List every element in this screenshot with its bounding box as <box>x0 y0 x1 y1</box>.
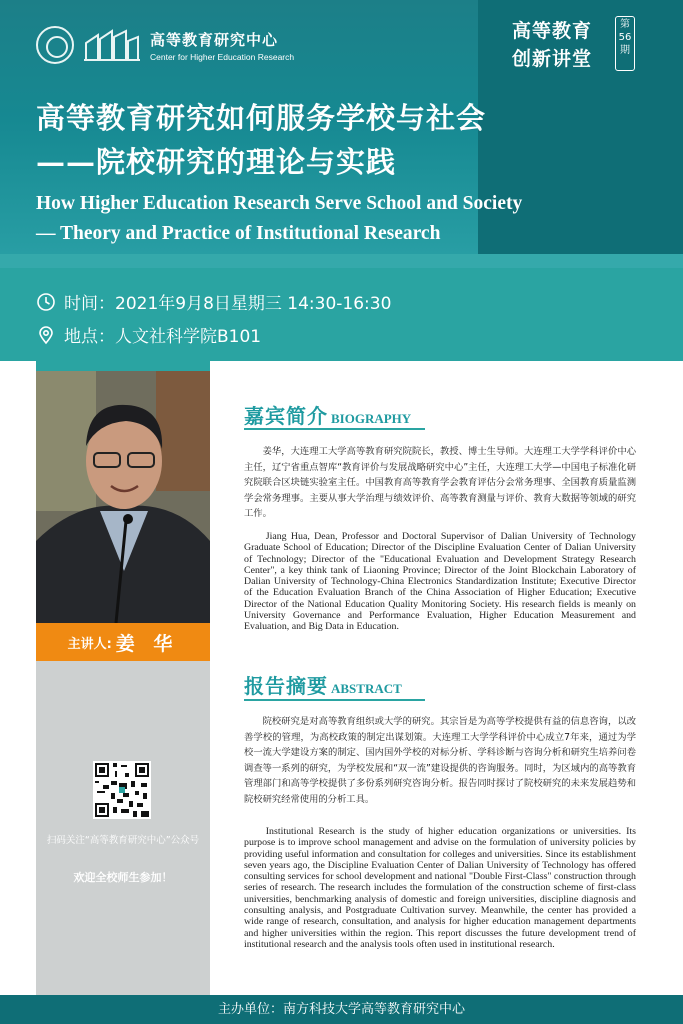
qr-caption: 扫码关注“高等教育研究中心”公众号 <box>46 835 200 846</box>
sidebar-accent-bar <box>36 361 210 371</box>
speaker-label: 主讲人: <box>67 636 112 652</box>
abstract-heading <box>244 670 402 699</box>
series-title-line2: 创新讲堂 <box>512 48 593 70</box>
abstract-text-en: Institutional Research is the study of higher education organizations or universities. Its purpose is to improve school management and advise on the formulation of university policies by providing useful information and consultation for colleges and universities. Since its establishment seven years ago, the Discipline Evaluation Center of Dalian University of Technology has offered consulting services for school development and national "Double First-Class" construction through series of research. The research includes the formulation of the construction scheme of first-class universities, benchmarking analysis of domestic and foreign universities, discipline diagnosis and consulting analysis, and Postgraduate Cultivation survey. Meanwhile, the center has provided a wide range of research, consultation, and analysis for higher education management departments and higher universities within the region. This report discusses the future development trend of institutional research and the analysis tools often used in institutional research. <box>244 826 636 950</box>
title-cn-line1: 高等教育研究如何服务学校与社会 <box>36 101 487 135</box>
abstract-title-en: ABSTRACT <box>331 681 402 696</box>
header-banner <box>0 0 683 268</box>
university-seal-icon <box>36 26 74 64</box>
biography-title-cn: 嘉宾简介 <box>244 404 328 428</box>
issue-number: 56 <box>618 32 632 43</box>
issue-prefix: 第 <box>620 19 630 30</box>
lecture-series-badge <box>512 16 639 72</box>
biography-heading <box>244 400 411 429</box>
org-name-en: Center for Higher Education Research <box>150 51 295 62</box>
speaker-photo <box>36 371 210 623</box>
abstract-text-cn: 院校研究是对高等教育组织或大学的研究。其宗旨是为高等学校提供有益的信息咨询，以改善学校的管理，为高校政策的制定出谋划策。大连理工大学学科评价中心成立7年来，通过为学校一流大学建设方案的制定、国内国外学校的对标分析、学科诊断与咨询分析和研究生培养问卷调查等一系列的研究，为学校发展和“双一流”建设提供的咨询服务。同时，为区域内的高等教育管理部门和高等学校提供了多份系列研究咨询分析。报告同时探讨了院校研究的未来发展趋势和院校研究经常使用的分析工具。 <box>244 716 636 805</box>
title-en-line2: — Theory and Practice of Institutional Research <box>36 223 441 244</box>
biography-text-cn: 姜华，大连理工大学高等教育研究院院长，教授、博士生导师。大连理工大学学科评价中心主任，辽宁省重点智库“教育评价与发展战略研究中心”主任，大连理工大学—中国电子标准化研究院联合区块链实验室主任。中国教育高等教育学会教育评估分会常务理事、全国教育质量监测学会常务理事。主要从事大学治理与绩效评价、高等教育测量与评价、教育大数据等领域的研究工作。 <box>244 446 636 520</box>
abstract-title-cn: 报告摘要 <box>244 674 328 698</box>
event-time: 时间：2021年9月8日星期三 14:30-16:30 <box>64 294 392 314</box>
org-logo-group <box>36 26 294 64</box>
header-bottom-stripe <box>0 254 683 268</box>
speaker-name: 姜 华 <box>115 632 179 655</box>
event-place: 地点：人文社科学院B101 <box>64 327 262 347</box>
location-pin-icon <box>36 325 56 345</box>
welcome-text: 欢迎全校师生参加！ <box>73 871 173 884</box>
host-footer: 主办单位：南方科技大学高等教育研究中心 <box>0 995 683 1024</box>
building-logo-icon <box>82 27 142 63</box>
biography-text-en: Jiang Hua, Dean, Professor and Doctoral Supervisor of Dalian University of Technology Graduate School of Education; Director of the Discipline Evaluation Center of Dalian University of Technology; Director of the "Educational Evaluation and Development Strategy Research Center", a key think tank of Liaoning Province; Director of the Joint Blockchain Laboratory of Dalian University of Technology-China Electronics Standardization Institute; Executive Director of the Education Evaluation Branch of the China Association of Higher Education; Executive Director of the National Education Quality Monitoring Society. His research fields is meanly on University Governance and Performance Evaluation, Higher Education Measurement and Evaluation, and Big Data in Education. <box>244 531 636 633</box>
abstract-divider <box>244 699 425 701</box>
series-title-line1: 高等教育 <box>512 20 593 42</box>
qr-code <box>93 761 151 819</box>
org-name-block <box>150 29 294 62</box>
issue-suffix: 期 <box>620 45 630 56</box>
title-en-line1: How Higher Education Research Serve School and Society <box>36 193 523 214</box>
biography-title-en: BIOGRAPHY <box>331 411 412 426</box>
issue-number-box <box>615 16 635 71</box>
event-info-band <box>0 268 683 361</box>
biography-divider <box>244 428 425 430</box>
title-cn-line2: ——院校研究的理论与实践 <box>36 145 397 179</box>
event-place-row <box>36 322 261 347</box>
clock-icon <box>36 292 56 312</box>
event-time-row <box>36 289 391 314</box>
speaker-label-bar <box>36 623 210 661</box>
org-name-cn: 高等教育研究中心 <box>150 30 279 49</box>
